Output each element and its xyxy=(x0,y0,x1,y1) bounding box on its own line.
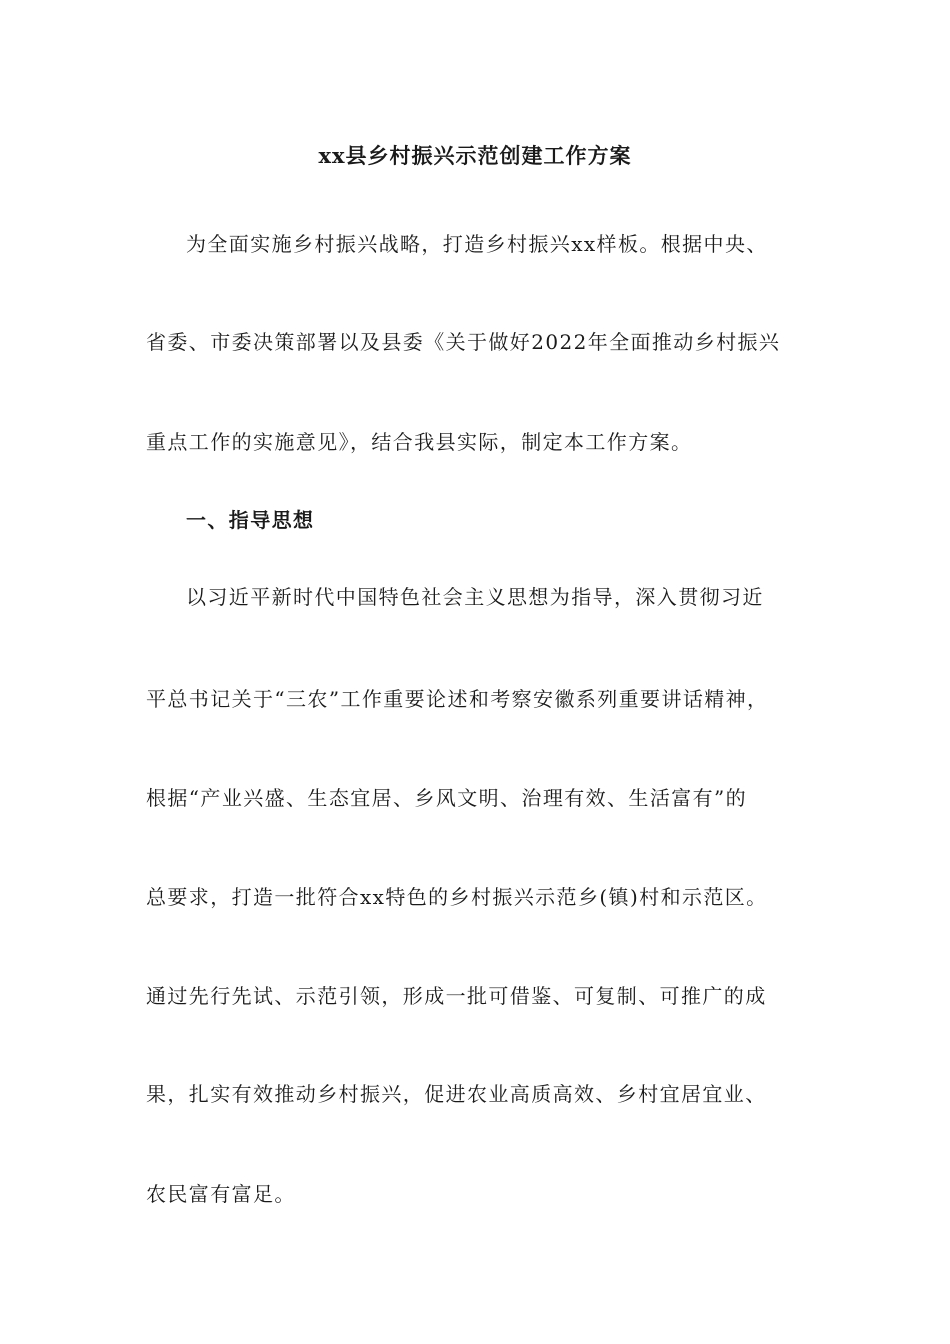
section1-line-4: 总要求，打造一批符合xx特色的乡村振兴示范乡(镇)村和示范区。 xyxy=(146,885,768,909)
document-title: xx县乡村振兴示范创建工作方案 xyxy=(318,143,632,168)
section1-line-5: 通过先行先试、示范引领，形成一批可借鉴、可复制、可推广的成 xyxy=(146,984,767,1008)
section1-line-2: 平总书记关于“三农”工作重要论述和考察安徽系列重要讲话精神， xyxy=(146,687,769,711)
intro-line-3: 重点工作的实施意见》，结合我县实际，制定本工作方案。 xyxy=(146,430,693,454)
section1-line-3: 根据“产业兴盛、生态宜居、乡风文明、治理有效、生活富有”的 xyxy=(146,786,748,810)
intro-line-2: 省委、市委决策部署以及县委《关于做好2022年全面推动乡村振兴 xyxy=(146,330,781,354)
section1-line-7: 农民富有富足。 xyxy=(146,1182,296,1206)
intro-line-1: 为全面实施乡村振兴战略，打造乡村振兴xx样板。根据中央、 xyxy=(186,232,768,256)
section-heading-guiding-ideology: 一、指导思想 xyxy=(186,508,315,532)
section1-line-1: 以习近平新时代中国特色社会主义思想为指导，深入贯彻习近 xyxy=(186,585,764,609)
section1-line-6: 果，扎实有效推动乡村振兴，促进农业高质高效、乡村宜居宜业、 xyxy=(146,1082,767,1106)
